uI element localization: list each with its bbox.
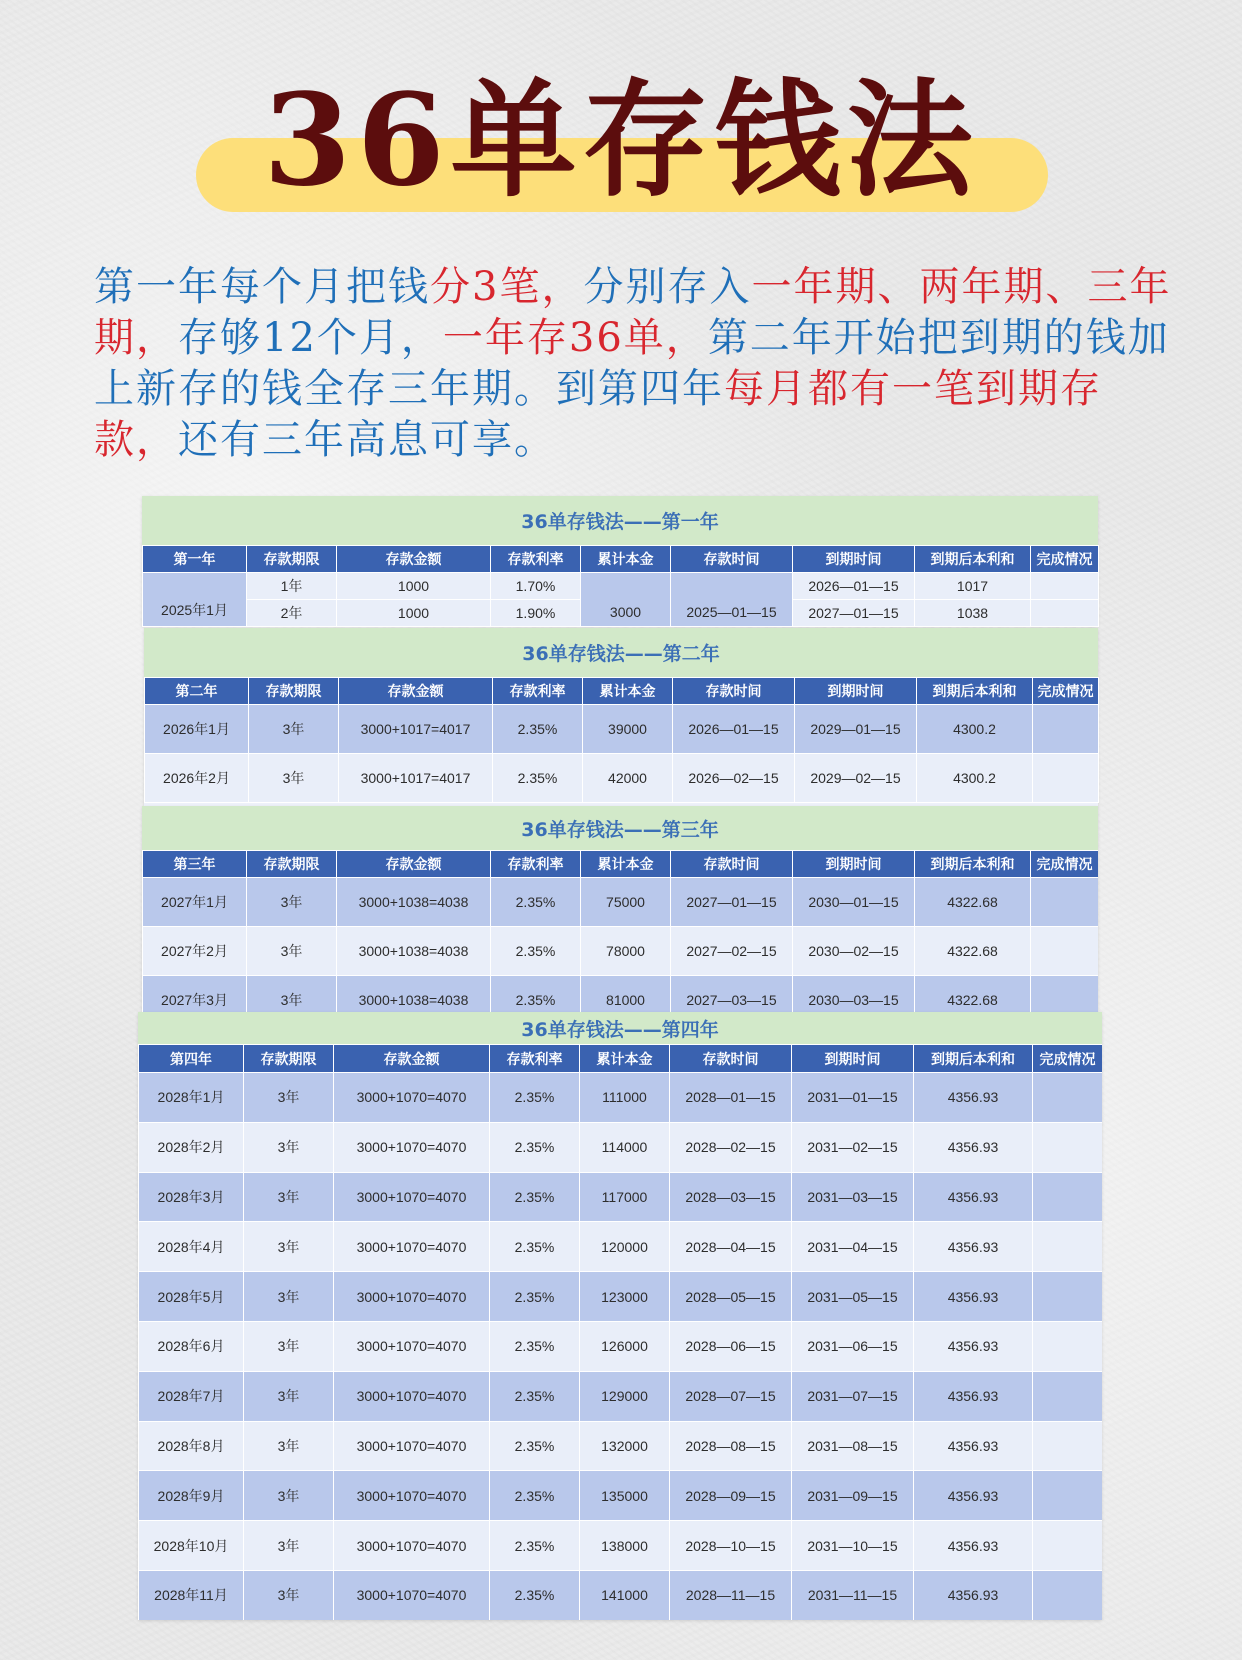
amount-cell: 3000+1070=4070 bbox=[334, 1471, 490, 1521]
intro-segment-red: 一年期、两年期、三年期， bbox=[94, 264, 1172, 361]
sum-cell: 1038 bbox=[915, 600, 1031, 627]
term-cell: 3年 bbox=[244, 1521, 334, 1571]
table-header-row bbox=[139, 1045, 1103, 1073]
sum-cell: 4356.93 bbox=[914, 1421, 1033, 1471]
deposit-date-cell: 2028—10—15 bbox=[670, 1521, 792, 1571]
table-header-row bbox=[143, 546, 1099, 573]
total-cell: 141000 bbox=[580, 1570, 670, 1620]
term-cell: 3年 bbox=[249, 705, 339, 754]
total-cell: 114000 bbox=[580, 1122, 670, 1172]
column-header: 完成情况 bbox=[1033, 678, 1099, 705]
column-header: 到期时间 bbox=[795, 678, 917, 705]
month-cell: 2028年8月 bbox=[139, 1421, 244, 1471]
status-cell bbox=[1033, 1272, 1103, 1322]
month-cell: 2025年1月 bbox=[143, 573, 247, 627]
deposit-date-cell: 2028—07—15 bbox=[670, 1371, 792, 1421]
amount-cell: 3000+1070=4070 bbox=[334, 1122, 490, 1172]
column-header: 累计本金 bbox=[581, 546, 671, 573]
status-cell bbox=[1031, 976, 1099, 1013]
total-cell: 132000 bbox=[580, 1421, 670, 1471]
deposit-date-cell: 2028—09—15 bbox=[670, 1471, 792, 1521]
deposit-date-cell: 2028—03—15 bbox=[670, 1172, 792, 1222]
total-cell: 117000 bbox=[580, 1172, 670, 1222]
sum-cell: 4356.93 bbox=[914, 1371, 1033, 1421]
rate-cell: 2.35% bbox=[490, 1321, 580, 1371]
column-header: 存款金额 bbox=[337, 851, 491, 878]
amount-cell: 1000 bbox=[337, 600, 491, 627]
column-header: 完成情况 bbox=[1031, 546, 1099, 573]
amount-cell: 3000+1070=4070 bbox=[334, 1321, 490, 1371]
deposit-date-cell: 2026—01—15 bbox=[673, 705, 795, 754]
amount-cell: 3000+1070=4070 bbox=[334, 1421, 490, 1471]
deposit-date-cell: 2028—11—15 bbox=[670, 1570, 792, 1620]
year-2-table bbox=[144, 677, 1099, 803]
total-cell: 138000 bbox=[580, 1521, 670, 1571]
status-cell bbox=[1033, 1172, 1103, 1222]
intro-segment-blue: 还有三年高息可享。 bbox=[178, 417, 556, 463]
table-row bbox=[139, 1570, 1103, 1620]
sum-cell: 4322.68 bbox=[915, 878, 1031, 927]
deposit-date-cell: 2028—06—15 bbox=[670, 1321, 792, 1371]
amount-cell: 3000+1070=4070 bbox=[334, 1222, 490, 1272]
amount-cell: 3000+1070=4070 bbox=[334, 1172, 490, 1222]
status-cell bbox=[1031, 600, 1099, 627]
status-cell bbox=[1033, 1073, 1103, 1123]
due-date-cell: 2031—08—15 bbox=[792, 1421, 914, 1471]
total-cell: 123000 bbox=[580, 1272, 670, 1322]
sum-cell: 4356.93 bbox=[914, 1122, 1033, 1172]
sum-cell: 4322.68 bbox=[915, 976, 1031, 1013]
month-cell: 2028年1月 bbox=[139, 1073, 244, 1123]
deposit-date-cell: 2025—01—15 bbox=[671, 573, 793, 627]
intro-segment-blue: 第二年开始把到期的钱加上新存的钱全存三年期。到第四年 bbox=[94, 315, 1170, 412]
column-header: 第三年 bbox=[143, 851, 247, 878]
month-cell: 2027年2月 bbox=[143, 927, 247, 976]
intro-segment-red: 分3笔， bbox=[430, 264, 584, 310]
column-header: 到期时间 bbox=[793, 851, 915, 878]
total-cell: 75000 bbox=[581, 878, 671, 927]
sheet-title: 36单存钱法——第一年 bbox=[142, 496, 1098, 545]
column-header: 累计本金 bbox=[583, 678, 673, 705]
status-cell bbox=[1033, 1421, 1103, 1471]
deposit-date-cell: 2028—08—15 bbox=[670, 1421, 792, 1471]
month-cell: 2026年2月 bbox=[145, 754, 249, 803]
sheet-year-3 bbox=[142, 806, 1098, 1012]
month-cell: 2027年1月 bbox=[143, 878, 247, 927]
due-date-cell: 2030—02—15 bbox=[793, 927, 915, 976]
term-cell: 3年 bbox=[244, 1073, 334, 1123]
month-cell: 2028年10月 bbox=[139, 1521, 244, 1571]
amount-cell: 3000+1017=4017 bbox=[339, 754, 493, 803]
column-header: 第一年 bbox=[143, 546, 247, 573]
column-header: 第四年 bbox=[139, 1045, 244, 1073]
year-4-table bbox=[138, 1044, 1102, 1620]
total-cell: 135000 bbox=[580, 1471, 670, 1521]
sum-cell: 4300.2 bbox=[917, 705, 1033, 754]
status-cell bbox=[1033, 1222, 1103, 1272]
status-cell bbox=[1033, 1521, 1103, 1571]
sheet-title: 36单存钱法——第四年 bbox=[138, 1012, 1102, 1044]
column-header: 存款利率 bbox=[491, 546, 581, 573]
column-header: 到期后本利和 bbox=[914, 1045, 1033, 1073]
due-date-cell: 2031—09—15 bbox=[792, 1471, 914, 1521]
month-cell: 2028年2月 bbox=[139, 1122, 244, 1172]
table-row bbox=[143, 878, 1099, 927]
table-row bbox=[145, 754, 1099, 803]
table-row bbox=[139, 1073, 1103, 1123]
table-row bbox=[139, 1172, 1103, 1222]
rate-cell: 2.35% bbox=[490, 1471, 580, 1521]
column-header: 到期后本利和 bbox=[915, 546, 1031, 573]
table-row bbox=[143, 927, 1099, 976]
deposit-date-cell: 2028—04—15 bbox=[670, 1222, 792, 1272]
deposit-date-cell: 2028—02—15 bbox=[670, 1122, 792, 1172]
column-header: 存款利率 bbox=[491, 851, 581, 878]
due-date-cell: 2031—05—15 bbox=[792, 1272, 914, 1322]
rate-cell: 2.35% bbox=[490, 1272, 580, 1322]
rate-cell: 2.35% bbox=[490, 1172, 580, 1222]
term-cell: 3年 bbox=[244, 1321, 334, 1371]
table-row bbox=[145, 705, 1099, 754]
column-header: 到期时间 bbox=[793, 546, 915, 573]
term-cell: 3年 bbox=[244, 1222, 334, 1272]
rate-cell: 2.35% bbox=[490, 1570, 580, 1620]
term-cell: 3年 bbox=[247, 878, 337, 927]
due-date-cell: 2031—02—15 bbox=[792, 1122, 914, 1172]
rate-cell: 2.35% bbox=[490, 1122, 580, 1172]
page-title: 36单存钱法 bbox=[263, 66, 979, 214]
table-row bbox=[143, 976, 1099, 1013]
due-date-cell: 2031—10—15 bbox=[792, 1521, 914, 1571]
sum-cell: 4356.93 bbox=[914, 1272, 1033, 1322]
table-row bbox=[139, 1521, 1103, 1571]
deposit-date-cell: 2027—01—15 bbox=[671, 878, 793, 927]
column-header: 存款利率 bbox=[493, 678, 583, 705]
column-header: 完成情况 bbox=[1033, 1045, 1103, 1073]
amount-cell: 3000+1017=4017 bbox=[339, 705, 493, 754]
rate-cell: 2.35% bbox=[491, 976, 581, 1013]
column-header: 存款时间 bbox=[670, 1045, 792, 1073]
amount-cell: 3000+1070=4070 bbox=[334, 1073, 490, 1123]
term-cell: 3年 bbox=[244, 1172, 334, 1222]
column-header: 存款金额 bbox=[337, 546, 491, 573]
sum-cell: 4356.93 bbox=[914, 1570, 1033, 1620]
column-header: 存款期限 bbox=[247, 546, 337, 573]
deposit-date-cell: 2026—02—15 bbox=[673, 754, 795, 803]
sum-cell: 4356.93 bbox=[914, 1471, 1033, 1521]
column-header: 第二年 bbox=[145, 678, 249, 705]
status-cell bbox=[1031, 927, 1099, 976]
table-row bbox=[139, 1421, 1103, 1471]
rate-cell: 2.35% bbox=[491, 927, 581, 976]
amount-cell: 3000+1038=4038 bbox=[337, 878, 491, 927]
sum-cell: 4356.93 bbox=[914, 1172, 1033, 1222]
due-date-cell: 2030—03—15 bbox=[793, 976, 915, 1013]
status-cell bbox=[1031, 573, 1099, 600]
term-cell: 3年 bbox=[244, 1570, 334, 1620]
status-cell bbox=[1033, 1570, 1103, 1620]
column-header: 累计本金 bbox=[581, 851, 671, 878]
due-date-cell: 2031—03—15 bbox=[792, 1172, 914, 1222]
total-cell: 42000 bbox=[583, 754, 673, 803]
intro-segment-blue: 第一年每个月把钱 bbox=[94, 264, 430, 310]
sum-cell: 4300.2 bbox=[917, 754, 1033, 803]
due-date-cell: 2030—01—15 bbox=[793, 878, 915, 927]
amount-cell: 3000+1070=4070 bbox=[334, 1570, 490, 1620]
status-cell bbox=[1031, 878, 1099, 927]
term-cell: 3年 bbox=[244, 1122, 334, 1172]
deposit-date-cell: 2027—03—15 bbox=[671, 976, 793, 1013]
total-cell: 111000 bbox=[580, 1073, 670, 1123]
due-date-cell: 2031—11—15 bbox=[792, 1570, 914, 1620]
table-row bbox=[143, 573, 1099, 600]
due-date-cell: 2031—06—15 bbox=[792, 1321, 914, 1371]
sum-cell: 4356.93 bbox=[914, 1521, 1033, 1571]
title-block bbox=[0, 66, 1242, 220]
status-cell bbox=[1033, 1371, 1103, 1421]
rate-cell: 1.70% bbox=[491, 573, 581, 600]
intro-segment-red: 每月都有一笔到期存款， bbox=[94, 366, 1102, 463]
column-header: 累计本金 bbox=[580, 1045, 670, 1073]
total-cell: 78000 bbox=[581, 927, 671, 976]
amount-cell: 3000+1038=4038 bbox=[337, 976, 491, 1013]
term-cell: 3年 bbox=[249, 754, 339, 803]
due-date-cell: 2031—01—15 bbox=[792, 1073, 914, 1123]
term-cell: 3年 bbox=[244, 1371, 334, 1421]
sum-cell: 4356.93 bbox=[914, 1222, 1033, 1272]
table-row bbox=[139, 1122, 1103, 1172]
rate-cell: 2.35% bbox=[493, 754, 583, 803]
term-cell: 3年 bbox=[244, 1272, 334, 1322]
total-cell: 129000 bbox=[580, 1371, 670, 1421]
rate-cell: 1.90% bbox=[491, 600, 581, 627]
intro-segment-blue: 分别存入 bbox=[583, 264, 752, 310]
column-header: 存款时间 bbox=[671, 851, 793, 878]
status-cell bbox=[1033, 754, 1099, 803]
sheet-year-1 bbox=[142, 496, 1098, 626]
sum-cell: 1017 bbox=[915, 573, 1031, 600]
deposit-date-cell: 2028—01—15 bbox=[670, 1073, 792, 1123]
column-header: 存款利率 bbox=[490, 1045, 580, 1073]
rate-cell: 2.35% bbox=[490, 1371, 580, 1421]
table-row bbox=[139, 1321, 1103, 1371]
column-header: 完成情况 bbox=[1031, 851, 1099, 878]
due-date-cell: 2031—04—15 bbox=[792, 1222, 914, 1272]
total-cell: 126000 bbox=[580, 1321, 670, 1371]
sum-cell: 4356.93 bbox=[914, 1073, 1033, 1123]
rate-cell: 2.35% bbox=[490, 1222, 580, 1272]
month-cell: 2028年5月 bbox=[139, 1272, 244, 1322]
column-header: 到期后本利和 bbox=[917, 678, 1033, 705]
term-cell: 1年 bbox=[247, 573, 337, 600]
month-cell: 2028年4月 bbox=[139, 1222, 244, 1272]
rate-cell: 2.35% bbox=[493, 705, 583, 754]
due-date-cell: 2026—01—15 bbox=[793, 573, 915, 600]
column-header: 存款期限 bbox=[247, 851, 337, 878]
month-cell: 2028年11月 bbox=[139, 1570, 244, 1620]
table-row bbox=[139, 1371, 1103, 1421]
column-header: 到期后本利和 bbox=[915, 851, 1031, 878]
deposit-date-cell: 2028—05—15 bbox=[670, 1272, 792, 1322]
due-date-cell: 2029—02—15 bbox=[795, 754, 917, 803]
total-cell: 3000 bbox=[581, 573, 671, 627]
month-cell: 2028年9月 bbox=[139, 1471, 244, 1521]
term-cell: 3年 bbox=[247, 976, 337, 1013]
month-cell: 2026年1月 bbox=[145, 705, 249, 754]
rate-cell: 2.35% bbox=[490, 1421, 580, 1471]
column-header: 存款金额 bbox=[334, 1045, 490, 1073]
total-cell: 120000 bbox=[580, 1222, 670, 1272]
column-header: 到期时间 bbox=[792, 1045, 914, 1073]
amount-cell: 3000+1038=4038 bbox=[337, 927, 491, 976]
sum-cell: 4356.93 bbox=[914, 1321, 1033, 1371]
total-cell: 39000 bbox=[583, 705, 673, 754]
column-header: 存款时间 bbox=[673, 678, 795, 705]
amount-cell: 3000+1070=4070 bbox=[334, 1371, 490, 1421]
amount-cell: 3000+1070=4070 bbox=[334, 1521, 490, 1571]
amount-cell: 1000 bbox=[337, 573, 491, 600]
month-cell: 2027年3月 bbox=[143, 976, 247, 1013]
year-1-table bbox=[142, 545, 1099, 627]
due-date-cell: 2027—01—15 bbox=[793, 600, 915, 627]
status-cell bbox=[1033, 1122, 1103, 1172]
column-header: 存款时间 bbox=[671, 546, 793, 573]
amount-cell: 3000+1070=4070 bbox=[334, 1272, 490, 1322]
term-cell: 3年 bbox=[244, 1471, 334, 1521]
term-cell: 2年 bbox=[247, 600, 337, 627]
term-cell: 3年 bbox=[244, 1421, 334, 1471]
sheet-title: 36单存钱法——第二年 bbox=[144, 628, 1098, 677]
column-header: 存款期限 bbox=[249, 678, 339, 705]
deposit-date-cell: 2027—02—15 bbox=[671, 927, 793, 976]
status-cell bbox=[1033, 1471, 1103, 1521]
sheet-title: 36单存钱法——第三年 bbox=[142, 806, 1098, 850]
rate-cell: 2.35% bbox=[490, 1521, 580, 1571]
year-3-table bbox=[142, 850, 1098, 1012]
intro-segment-red: 一年存36单， bbox=[442, 315, 708, 361]
intro-paragraph bbox=[94, 262, 1174, 466]
table-row bbox=[139, 1272, 1103, 1322]
column-header: 存款期限 bbox=[244, 1045, 334, 1073]
rate-cell: 2.35% bbox=[490, 1073, 580, 1123]
rate-cell: 2.35% bbox=[491, 878, 581, 927]
sheet-year-4 bbox=[138, 1012, 1102, 1620]
table-row bbox=[139, 1222, 1103, 1272]
sum-cell: 4322.68 bbox=[915, 927, 1031, 976]
status-cell bbox=[1033, 705, 1099, 754]
month-cell: 2028年7月 bbox=[139, 1371, 244, 1421]
table-header-row bbox=[143, 851, 1099, 878]
month-cell: 2028年6月 bbox=[139, 1321, 244, 1371]
table-row bbox=[139, 1471, 1103, 1521]
due-date-cell: 2031—07—15 bbox=[792, 1371, 914, 1421]
table-header-row bbox=[145, 678, 1099, 705]
due-date-cell: 2029—01—15 bbox=[795, 705, 917, 754]
column-header: 存款金额 bbox=[339, 678, 493, 705]
status-cell bbox=[1033, 1321, 1103, 1371]
intro-segment-blue: 存够12个月， bbox=[178, 315, 443, 361]
month-cell: 2028年3月 bbox=[139, 1172, 244, 1222]
total-cell: 81000 bbox=[581, 976, 671, 1013]
term-cell: 3年 bbox=[247, 927, 337, 976]
sheet-year-2 bbox=[144, 628, 1098, 806]
